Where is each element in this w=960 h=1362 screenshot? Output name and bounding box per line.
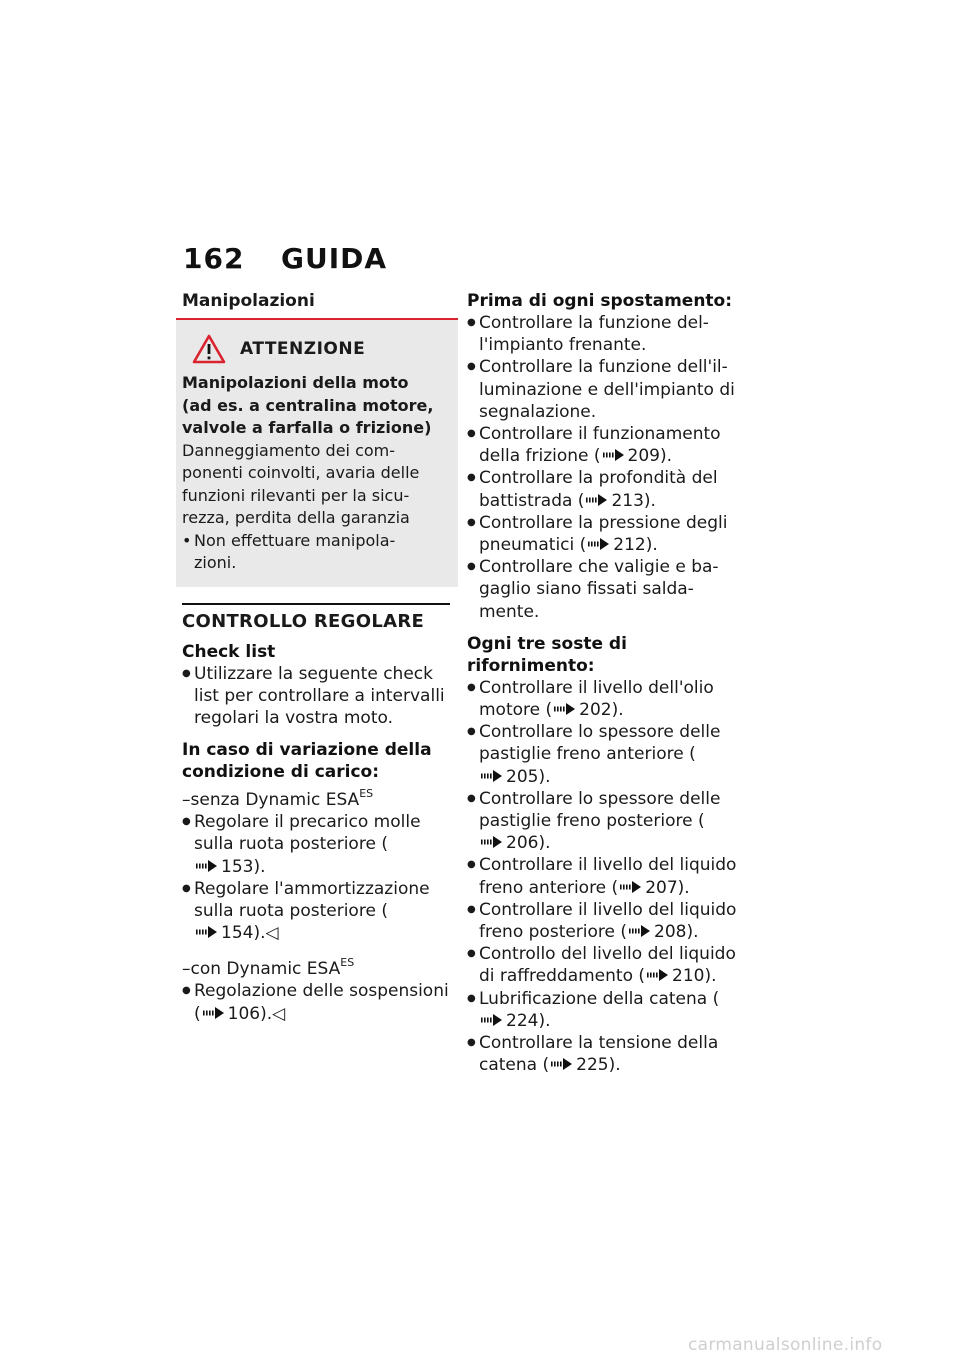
list-item bbox=[467, 988, 747, 1032]
load-change-heading-line: In caso di variazione della bbox=[182, 740, 432, 761]
list-item bbox=[467, 788, 747, 855]
page-reference-arrow-icon bbox=[196, 926, 218, 938]
page-reference[interactable] bbox=[194, 923, 279, 943]
warning-header bbox=[192, 334, 448, 364]
list-item-text: Regolare l'ammortizzazione sulla ruota posteriore ( bbox=[194, 878, 430, 921]
list-item bbox=[467, 899, 747, 943]
page-reference[interactable] bbox=[618, 878, 690, 898]
page-reference[interactable] bbox=[627, 922, 699, 942]
page-reference-number: 224 bbox=[506, 1010, 539, 1031]
list-item-suffix: ). bbox=[704, 966, 717, 987]
list-item-text: Controllare lo spessore delle pastiglie freno anteriore ( bbox=[479, 722, 721, 765]
page-reference[interactable] bbox=[479, 1011, 551, 1031]
page-reference-arrow-icon bbox=[603, 449, 625, 461]
page-reference-arrow-icon bbox=[481, 770, 503, 782]
without-esa-text: –senza Dynamic ESA bbox=[182, 790, 360, 811]
page-reference-arrow-icon bbox=[647, 969, 669, 981]
before-trip-list bbox=[467, 312, 747, 623]
list-item-suffix: ). bbox=[538, 766, 551, 787]
load-change-heading-line: condizione di carico: bbox=[182, 762, 380, 783]
list-item-suffix: ). bbox=[611, 700, 624, 721]
list-item bbox=[467, 312, 747, 356]
warning-consequence-line: Danneggiamento dei com- bbox=[182, 440, 396, 460]
list-item bbox=[467, 512, 747, 556]
warning-subject-line: valvole a farfalla o frizione) bbox=[182, 418, 432, 437]
list-item-text: Controllare la profondità del battistrada ( bbox=[479, 468, 718, 511]
warning-subject-line: (ad es. a centralina motore, bbox=[182, 395, 434, 415]
page-reference-number: 213 bbox=[611, 490, 644, 511]
warning-title: ATTENZIONE bbox=[240, 339, 366, 359]
warning-instruction-line: • Non effettuare manipola- bbox=[194, 530, 396, 550]
list-item bbox=[182, 811, 450, 878]
check-list bbox=[182, 663, 450, 730]
page-reference[interactable] bbox=[479, 833, 551, 853]
list-item-text: Controllare la funzione dell'il-luminazione e dell'impianto di segnalazione. bbox=[479, 357, 735, 422]
page-reference-number: 209 bbox=[627, 446, 660, 467]
list-item-suffix: ). bbox=[253, 856, 266, 877]
warning-consequence-line: ponenti coinvolti, avaria delle bbox=[182, 463, 420, 482]
without-esa-list bbox=[182, 811, 450, 944]
page-reference-arrow-icon bbox=[551, 1058, 573, 1070]
page-reference[interactable] bbox=[194, 857, 266, 877]
list-item-text: Regolare il precarico molle sulla ruota posteriore ( bbox=[194, 812, 421, 855]
page-reference[interactable] bbox=[549, 1055, 621, 1075]
manipulations-heading: Manipolazioni bbox=[182, 291, 315, 311]
warning-instruction-line: zioni. bbox=[194, 553, 237, 572]
list-item-suffix: ). bbox=[538, 1010, 551, 1031]
warning-instruction bbox=[182, 530, 448, 575]
page-reference-number: 153 bbox=[221, 856, 254, 877]
list-item-suffix: ). bbox=[538, 833, 551, 854]
right-column bbox=[467, 290, 747, 1077]
list-item-text: Controllo del livello del liquido di raffreddamento ( bbox=[479, 944, 736, 987]
list-item-text: Controllare il funzionamento della frizione ( bbox=[479, 424, 721, 467]
esa-superscript: ES bbox=[340, 956, 355, 970]
before-trip-heading: Prima di ogni spostamento: bbox=[467, 291, 733, 311]
page-reference-arrow-icon bbox=[481, 836, 503, 848]
list-item-text: Controllare che valigie e ba-gaglio siano fissati salda-mente. bbox=[479, 557, 719, 622]
page-reference-arrow-icon bbox=[586, 494, 608, 506]
page-reference-number: 208 bbox=[654, 922, 687, 943]
left-column bbox=[182, 290, 450, 1025]
page-reference-number: 202 bbox=[579, 700, 612, 721]
list-item bbox=[467, 854, 747, 898]
list-item bbox=[467, 556, 747, 623]
page-number: 162 bbox=[183, 242, 245, 275]
page-reference-arrow-icon bbox=[554, 703, 576, 715]
list-item-suffix: ). bbox=[643, 490, 656, 511]
page-header bbox=[183, 242, 387, 275]
list-item-text: Controllare la tensione della catena ( bbox=[479, 1033, 719, 1076]
page-reference-number: 207 bbox=[645, 877, 678, 898]
warning-box bbox=[176, 318, 458, 587]
list-item-suffix: ). bbox=[677, 877, 690, 898]
page-reference[interactable] bbox=[584, 491, 656, 511]
warning-subject-line: Manipolazioni della moto bbox=[182, 373, 409, 392]
page-reference[interactable] bbox=[645, 966, 717, 986]
page-reference-number: 205 bbox=[506, 766, 539, 787]
page-reference[interactable] bbox=[479, 767, 551, 787]
list-item-text: Controllare la pressione degli pneumatici ( bbox=[479, 512, 728, 556]
list-item-suffix: ). bbox=[686, 922, 699, 943]
with-esa-label bbox=[182, 952, 450, 980]
warning-consequence-line: funzioni rilevanti per la sicu- bbox=[182, 485, 410, 505]
warning-consequence-line: rezza, perdita della garanzia bbox=[182, 508, 410, 527]
list-item bbox=[467, 1032, 747, 1076]
page-reference-arrow-icon bbox=[481, 1014, 503, 1026]
three-stops-list bbox=[467, 677, 747, 1077]
three-stops-heading: Ogni tre soste di rifornimento: bbox=[467, 633, 627, 676]
page-reference-number: 154 bbox=[221, 923, 254, 944]
watermark: carmanualsonline.info bbox=[688, 1335, 883, 1355]
chapter-title: GUIDA bbox=[281, 242, 388, 275]
list-item bbox=[467, 677, 747, 721]
with-esa-list bbox=[182, 980, 450, 1024]
list-item-text: Controllare il livello dell'olio motore ( bbox=[479, 677, 714, 721]
list-item bbox=[467, 423, 747, 467]
page-reference-number: 106 bbox=[227, 1003, 261, 1024]
load-change-heading bbox=[182, 739, 450, 783]
list-item-text: Controllare il livello del liquido freno posteriore ( bbox=[479, 899, 737, 943]
list-item bbox=[467, 943, 747, 987]
page-reference-number: 212 bbox=[613, 535, 646, 556]
check-list-heading: Check list bbox=[182, 641, 276, 662]
page-reference[interactable] bbox=[601, 446, 673, 466]
with-esa-text: –con Dynamic ESA bbox=[182, 959, 341, 980]
list-item bbox=[182, 878, 450, 945]
page-reference[interactable] bbox=[201, 1004, 286, 1024]
page-reference-arrow-icon bbox=[620, 881, 642, 893]
page-reference-arrow-icon bbox=[588, 538, 610, 550]
list-item bbox=[182, 980, 450, 1024]
page-reference-arrow-icon bbox=[629, 925, 651, 937]
list-item bbox=[467, 356, 747, 423]
list-item-text: Controllare il livello del liquido freno anteriore ( bbox=[479, 855, 737, 898]
list-item-text: Controllare la funzione del-l'impianto frenante. bbox=[479, 313, 709, 356]
list-item-suffix: ). bbox=[660, 446, 673, 467]
page-reference-number: 210 bbox=[672, 966, 705, 987]
page-reference-arrow-icon bbox=[196, 860, 218, 872]
warning-triangle-icon bbox=[192, 334, 226, 364]
page-reference-number: 225 bbox=[576, 1055, 609, 1076]
list-item-text: Controllare lo spessore delle pastiglie freno posteriore ( bbox=[479, 788, 721, 832]
page-reference[interactable] bbox=[552, 700, 624, 720]
page-reference[interactable] bbox=[586, 535, 658, 555]
list-item-suffix: ).◁ bbox=[253, 923, 279, 944]
page-reference-number: 206 bbox=[506, 833, 539, 854]
list-item-suffix: ).◁ bbox=[260, 1003, 286, 1024]
section-title: CONTROLLO REGOLARE bbox=[182, 610, 425, 632]
list-item-suffix: ). bbox=[608, 1055, 621, 1076]
list-item-suffix: ). bbox=[645, 535, 658, 556]
esa-superscript: ES bbox=[359, 787, 374, 801]
page-reference-arrow-icon bbox=[203, 1007, 225, 1019]
list-item bbox=[467, 467, 747, 511]
without-esa-label bbox=[182, 783, 450, 811]
list-item: ● Utilizzare la seguente check list per controllare a intervalli regolari la vostra moto. bbox=[182, 663, 450, 730]
list-item-text: Regolazione delle sospensioni ( bbox=[194, 981, 449, 1024]
list-item-text: Lubrificazione della catena ( bbox=[479, 988, 720, 1009]
list-item bbox=[467, 721, 747, 788]
section-divider bbox=[182, 603, 450, 635]
